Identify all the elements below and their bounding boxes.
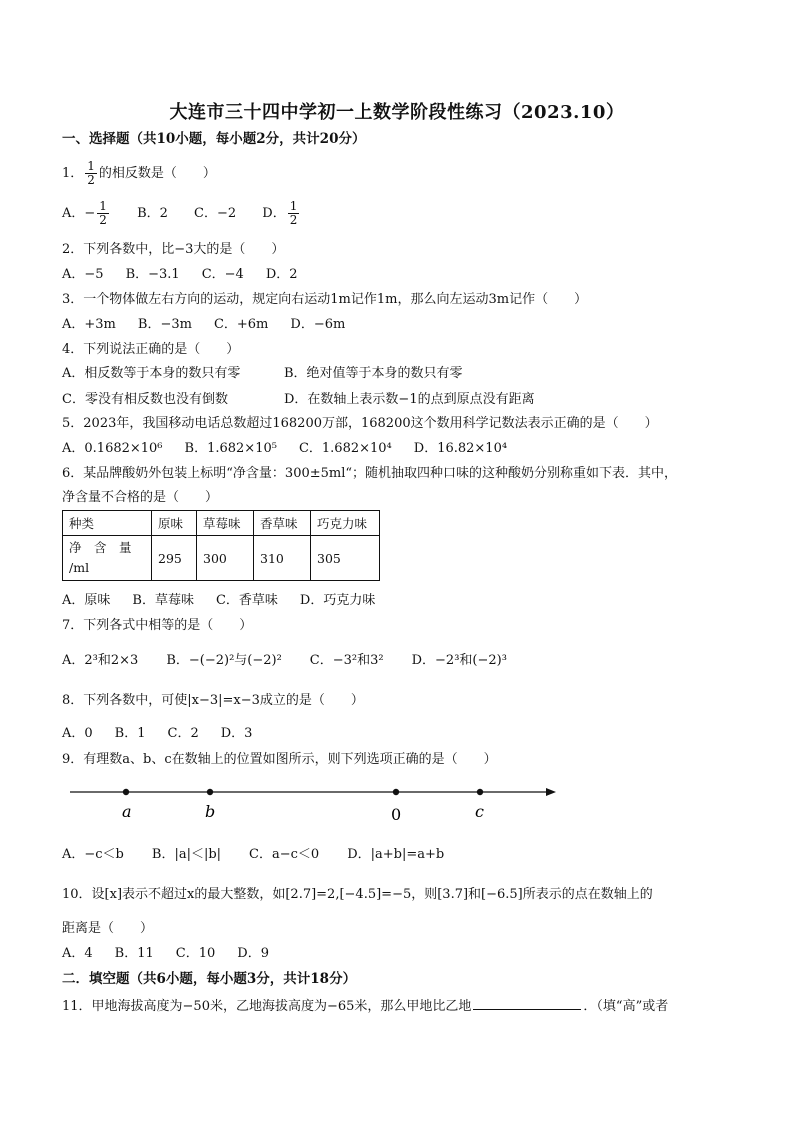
question-6-options: A．原味 B．草莓味 C．香草味 D．巧克力味 — [62, 593, 376, 608]
table-row: 净 含 量 /ml 295 300 310 305 — [63, 536, 380, 581]
option-a: A．− $\frac{1}{2}$ — [62, 199, 107, 227]
label-zero: 0 — [391, 805, 402, 824]
question-1-options — [62, 200, 323, 227]
number-line — [70, 780, 560, 826]
section-1-heading: 一、选择题（共10小题，每小题2分，共计20分） — [62, 131, 366, 147]
question-10-options: A．4 B．11 C．10 D．9 — [62, 946, 269, 961]
question-3-options: A．+3m B．−3m C．+6m D．−6m — [62, 317, 346, 332]
option-c: C．−2 — [194, 206, 237, 221]
label-b: b — [205, 802, 216, 821]
question-4: 4．下列说法正确的是（ ） — [62, 342, 240, 357]
question-6-line2: 净含量不合格的是（ ） — [62, 490, 219, 505]
question-6-line1: 6．某品牌酸奶外包装上标明“净含量：300±5ml“；随机抽取四种口味的这种酸奶分别称重如下表．其中， — [62, 466, 678, 481]
question-2-options: A．−5 B．−3.1 C．−4 D．2 — [62, 267, 298, 282]
answer-blank[interactable] — [473, 997, 581, 1010]
question-1: 1． $\frac{1}{2}$ 的相反数是（ ） — [62, 159, 216, 187]
question-4-options-row1: A．相反数等于本身的数只有零 B．绝对值等于本身的数只有零 — [62, 366, 463, 381]
question-5: 5．2023年，我国移动电话总数超过168200万部，168200这个数用科学记数法表示正确的是（ ） — [62, 416, 658, 431]
question-3: 3．一个物体做左右方向的运动，规定向右运动1m记作1m，那么向左运动3m记作（ ） — [62, 292, 588, 307]
question-10-line1: 10．设[x]表示不超过x的最大整数，如[2.7]=2,[−4.5]=−5，则[3.7]和[−6.5]所表示的点在数轴上的 — [62, 887, 653, 902]
question-9: 9．有理数a、b、c在数轴上的位置如图所示，则下列选项正确的是（ ） — [62, 752, 497, 767]
option-d: D． $\frac{1}{2}$ — [262, 199, 298, 227]
label-a: a — [122, 802, 132, 821]
question-8-options: A．0 B．1 C．2 D．3 — [62, 726, 253, 741]
question-4-options-row2: C．零没有相反数也没有倒数 D．在数轴上表示数−1的点到原点没有距离 — [62, 392, 535, 407]
question-2: 2．下列各数中，比−3大的是（ ） — [62, 242, 285, 257]
section-2-heading: 二．填空题（共6小题，每小题3分，共计18分） — [62, 971, 357, 987]
question-8: 8．下列各数中，可使|x−3|=x−3成立的是（ ） — [62, 693, 364, 708]
question-7: 7．下列各式中相等的是（ ） — [62, 618, 253, 633]
net-content-table — [62, 510, 380, 581]
question-9-options: A．−c＜b B．|a|＜|b| C．a−c＜0 D．|a+b|=a+b — [62, 847, 445, 862]
label-c: c — [475, 802, 484, 821]
question-7-options: A．2³和2×3 B．−(−2)²与(−2)² C．−3²和3² D．−2³和(−2)³ — [62, 653, 507, 668]
fraction: $\frac{1}{2}$ — [87, 159, 95, 187]
page-title: 大连市三十四中学初一上数学阶段性练习（2023.10） — [169, 102, 625, 123]
question-11: 11．甲地海拔高度为−50米，乙地海拔高度为−65米，那么甲地比乙地 ．（填“高”或者 — [62, 999, 669, 1014]
option-b: B．2 — [137, 206, 168, 221]
question-10-line2: 距离是（ ） — [62, 921, 154, 936]
table-header-row: 种类 原味 草莓味 香草味 巧克力味 — [63, 511, 380, 536]
question-5-options: A．0.1682×10⁶ B．1.682×10⁵ C．1.682×10⁴ D．16.82×10⁴ — [62, 441, 508, 456]
